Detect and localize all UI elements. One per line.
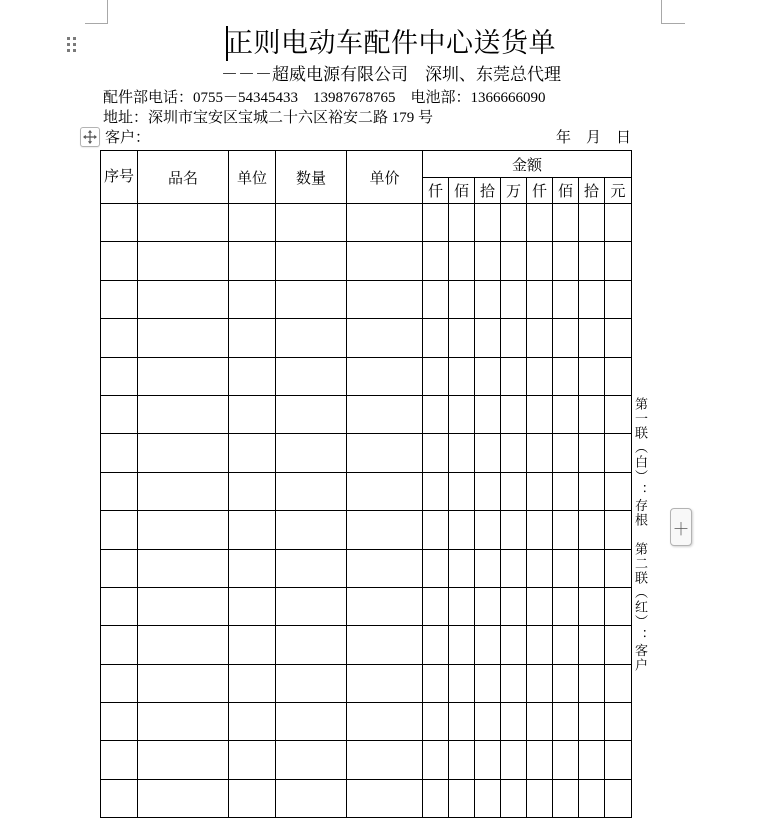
table-cell[interactable] (527, 395, 553, 433)
table-cell[interactable] (229, 587, 276, 625)
table-row (101, 626, 632, 664)
table-cell[interactable] (101, 741, 138, 779)
table-cell[interactable] (276, 779, 347, 817)
table-cell[interactable] (138, 395, 229, 433)
table-cell[interactable] (423, 395, 449, 433)
table-cell[interactable] (138, 204, 229, 242)
table-cell[interactable] (553, 511, 579, 549)
table-cell[interactable] (527, 357, 553, 395)
table-cell[interactable] (501, 664, 527, 702)
table-cell[interactable] (605, 242, 632, 280)
amount-digit-header[interactable]: 万 (501, 178, 527, 204)
table-cell[interactable] (101, 703, 138, 741)
table-cell[interactable] (229, 204, 276, 242)
page-title[interactable]: 正则电动车配件中心送货单 (226, 28, 556, 58)
table-cell[interactable] (276, 511, 347, 549)
table-cell[interactable] (579, 549, 605, 587)
amount-digit-header[interactable]: 仟 (527, 178, 553, 204)
table-cell[interactable] (605, 434, 632, 472)
table-cell[interactable] (276, 472, 347, 510)
table-cell[interactable] (475, 626, 501, 664)
table-cell[interactable] (101, 204, 138, 242)
table-cell[interactable] (423, 242, 449, 280)
table-cell[interactable] (475, 703, 501, 741)
table-cell[interactable] (501, 587, 527, 625)
column-header[interactable]: 单位 (229, 151, 276, 204)
column-header[interactable]: 数量 (276, 151, 347, 204)
address-line[interactable]: 地址：深圳市宝安区宝城二十六区裕安二路 179 号 (103, 110, 434, 126)
table-cell[interactable] (501, 549, 527, 587)
table-cell[interactable] (527, 472, 553, 510)
table-cell[interactable] (553, 319, 579, 357)
table-cell[interactable] (527, 587, 553, 625)
table-cell[interactable] (276, 434, 347, 472)
table-cell[interactable] (101, 549, 138, 587)
table-row (101, 664, 632, 702)
table-row (101, 280, 632, 318)
table-cell[interactable] (449, 587, 475, 625)
amount-group-header[interactable]: 金额 (423, 151, 632, 178)
delivery-table (100, 150, 632, 818)
table-cell[interactable] (423, 280, 449, 318)
table-cell[interactable] (423, 319, 449, 357)
table-cell[interactable] (553, 280, 579, 318)
table-cell[interactable] (579, 319, 605, 357)
table-cell[interactable] (553, 472, 579, 510)
table-cell[interactable] (423, 664, 449, 702)
table-cell[interactable] (527, 280, 553, 318)
table-cell[interactable] (527, 779, 553, 817)
table-cell[interactable] (579, 395, 605, 433)
table-cell[interactable] (605, 511, 632, 549)
table-cell[interactable] (579, 357, 605, 395)
customer-label[interactable]: 客户： (105, 130, 151, 146)
table-cell[interactable] (229, 779, 276, 817)
table-cell[interactable] (605, 779, 632, 817)
table-cell[interactable] (475, 204, 501, 242)
table-cell[interactable] (605, 280, 632, 318)
table-cell[interactable] (579, 242, 605, 280)
table-cell[interactable] (347, 472, 423, 510)
table-cell[interactable] (501, 511, 527, 549)
table-cell[interactable] (579, 626, 605, 664)
table-cell[interactable] (501, 472, 527, 510)
table-move-handle[interactable] (80, 127, 100, 147)
table-cell[interactable] (423, 511, 449, 549)
table-cell[interactable] (423, 204, 449, 242)
table-cell[interactable] (501, 703, 527, 741)
table-cell[interactable] (276, 626, 347, 664)
table-cell[interactable] (138, 242, 229, 280)
table-cell[interactable] (423, 434, 449, 472)
table-cell[interactable] (553, 779, 579, 817)
table-cell[interactable] (423, 587, 449, 625)
table-cell[interactable] (553, 549, 579, 587)
table-cell[interactable] (449, 204, 475, 242)
table-cell[interactable] (347, 741, 423, 779)
table-cell[interactable] (347, 395, 423, 433)
table-cell[interactable] (475, 280, 501, 318)
table-cell[interactable] (553, 626, 579, 664)
table-cell[interactable] (605, 204, 632, 242)
table-cell[interactable] (423, 472, 449, 510)
table-cell[interactable] (347, 204, 423, 242)
table-cell[interactable] (276, 319, 347, 357)
table-cell[interactable] (449, 472, 475, 510)
table-cell[interactable] (449, 779, 475, 817)
table-cell[interactable] (449, 511, 475, 549)
table-cell[interactable] (229, 280, 276, 318)
table-cell[interactable] (501, 242, 527, 280)
table-cell[interactable] (475, 741, 501, 779)
table-cell[interactable] (553, 703, 579, 741)
table-row (101, 434, 632, 472)
table-cell[interactable] (276, 357, 347, 395)
date-fields[interactable]: 年 月 日 (555, 130, 631, 146)
column-header[interactable]: 单价 (347, 151, 423, 204)
table-row (101, 779, 632, 817)
table-cell[interactable] (501, 395, 527, 433)
table-cell[interactable] (579, 511, 605, 549)
table-cell[interactable] (276, 549, 347, 587)
table-row (101, 741, 632, 779)
table-cell[interactable] (229, 549, 276, 587)
table-cell[interactable] (579, 664, 605, 702)
table-cell[interactable] (138, 703, 229, 741)
table-cell[interactable] (605, 549, 632, 587)
table-cell[interactable] (553, 395, 579, 433)
table-cell[interactable] (579, 779, 605, 817)
table-row (101, 587, 632, 625)
table-cell[interactable] (475, 395, 501, 433)
table-cell[interactable] (347, 549, 423, 587)
table-cell[interactable] (423, 357, 449, 395)
table-cell[interactable] (449, 549, 475, 587)
table-cell[interactable] (449, 703, 475, 741)
table-row (101, 549, 632, 587)
customer-date-row (105, 128, 631, 149)
table-cell[interactable] (605, 703, 632, 741)
table-cell[interactable] (605, 626, 632, 664)
table-cell[interactable] (579, 472, 605, 510)
table-cell[interactable] (449, 434, 475, 472)
table-cell[interactable] (501, 204, 527, 242)
table-cell[interactable] (579, 587, 605, 625)
table-cell[interactable] (101, 280, 138, 318)
table-cell[interactable] (449, 357, 475, 395)
table-cell[interactable] (553, 741, 579, 779)
table-cell[interactable] (423, 703, 449, 741)
table-cell[interactable] (138, 434, 229, 472)
table-cell[interactable] (138, 319, 229, 357)
table-cell[interactable] (276, 280, 347, 318)
table-cell[interactable] (553, 242, 579, 280)
table-row (101, 319, 632, 357)
table-cell[interactable] (276, 703, 347, 741)
table-cell[interactable] (276, 741, 347, 779)
table-cell[interactable] (527, 626, 553, 664)
table-cell[interactable] (475, 472, 501, 510)
table-cell[interactable] (501, 626, 527, 664)
table-cell[interactable] (579, 703, 605, 741)
table-cell[interactable] (138, 626, 229, 664)
table-cell[interactable] (138, 741, 229, 779)
table-row (101, 395, 632, 433)
table-cell[interactable] (475, 511, 501, 549)
table-cell[interactable] (101, 587, 138, 625)
table-cell[interactable] (138, 664, 229, 702)
amount-digit-header[interactable]: 拾 (475, 178, 501, 204)
table-cell[interactable] (605, 472, 632, 510)
table-cell[interactable] (347, 280, 423, 318)
table-cell[interactable] (501, 741, 527, 779)
table-cell[interactable] (527, 511, 553, 549)
text-boundary-mark-top-right (661, 0, 662, 23)
table-cell[interactable] (101, 472, 138, 510)
table-cell[interactable] (475, 587, 501, 625)
table-cell[interactable] (347, 434, 423, 472)
table-cell[interactable] (605, 587, 632, 625)
table-cell[interactable] (347, 779, 423, 817)
table-cell[interactable] (229, 511, 276, 549)
table-cell[interactable] (423, 741, 449, 779)
table-cell[interactable] (449, 242, 475, 280)
table-cell[interactable] (276, 242, 347, 280)
table-cell[interactable] (347, 357, 423, 395)
table-cell[interactable] (605, 357, 632, 395)
company-subtitle[interactable]: －－－超威电源有限公司 深圳、东莞总代理 (221, 65, 561, 84)
table-cell[interactable] (101, 395, 138, 433)
table-cell[interactable] (229, 434, 276, 472)
table-cell[interactable] (449, 664, 475, 702)
table-cell[interactable] (229, 703, 276, 741)
table-cell[interactable] (501, 280, 527, 318)
table-cell[interactable] (449, 626, 475, 664)
table-cell[interactable] (347, 703, 423, 741)
table-cell[interactable] (527, 434, 553, 472)
table-cell[interactable] (347, 664, 423, 702)
table-cell[interactable] (553, 587, 579, 625)
table-cell[interactable] (138, 280, 229, 318)
table-cell[interactable] (475, 434, 501, 472)
table-cell[interactable] (347, 319, 423, 357)
contact-line[interactable]: 配件部电话：0755－54345433 13987678765 电池部：1366666090 (103, 90, 546, 106)
amount-digit-header[interactable]: 佰 (553, 178, 579, 204)
table-cell[interactable] (229, 395, 276, 433)
plus-button[interactable] (670, 508, 692, 546)
table-cell[interactable] (229, 664, 276, 702)
table-cell[interactable] (475, 549, 501, 587)
table-cell[interactable] (138, 511, 229, 549)
table-cell[interactable] (101, 626, 138, 664)
table-cell[interactable] (527, 204, 553, 242)
table-cell[interactable] (347, 511, 423, 549)
table-cell[interactable] (605, 741, 632, 779)
amount-digit-header[interactable]: 仟 (423, 178, 449, 204)
table-cell[interactable] (138, 587, 229, 625)
table-cell[interactable] (138, 472, 229, 510)
table-cell[interactable] (276, 395, 347, 433)
table-cell[interactable] (527, 242, 553, 280)
table-cell[interactable] (101, 434, 138, 472)
table-cell[interactable] (553, 204, 579, 242)
table-cell[interactable] (101, 242, 138, 280)
table-cell[interactable] (605, 319, 632, 357)
table-cell[interactable] (423, 779, 449, 817)
table-cell[interactable] (449, 280, 475, 318)
table-cell[interactable] (605, 395, 632, 433)
table-row (101, 242, 632, 280)
table-row (101, 703, 632, 741)
table-row (101, 472, 632, 510)
text-boundary-mark-top-left (85, 23, 108, 24)
table-cell[interactable] (579, 741, 605, 779)
table-cell[interactable] (101, 779, 138, 817)
table-cell[interactable] (579, 204, 605, 242)
table-cell[interactable] (449, 319, 475, 357)
table-cell[interactable] (553, 664, 579, 702)
table-cell[interactable] (579, 280, 605, 318)
table-cell[interactable] (527, 703, 553, 741)
table-cell[interactable] (276, 204, 347, 242)
table-cell[interactable] (229, 242, 276, 280)
table-cell[interactable] (347, 242, 423, 280)
table-cell[interactable] (501, 779, 527, 817)
table-cell[interactable] (276, 587, 347, 625)
drag-handle-icon[interactable] (67, 37, 76, 52)
table-cell[interactable] (501, 357, 527, 395)
table-cell[interactable] (527, 549, 553, 587)
amount-digit-header[interactable]: 元 (605, 178, 632, 204)
table-cell[interactable] (229, 472, 276, 510)
table-cell[interactable] (101, 319, 138, 357)
table-cell[interactable] (449, 741, 475, 779)
table-cell[interactable] (475, 664, 501, 702)
table-cell[interactable] (527, 741, 553, 779)
table-cell[interactable] (501, 319, 527, 357)
table-cell[interactable] (138, 357, 229, 395)
table-cell[interactable] (138, 779, 229, 817)
table-cell[interactable] (501, 434, 527, 472)
table-cell[interactable] (553, 434, 579, 472)
copy-note-vertical[interactable]: 第一联（白）：存根 第二联（红）：客户 (633, 397, 648, 673)
table-cell[interactable] (475, 319, 501, 357)
table-cell[interactable] (229, 319, 276, 357)
table-cell[interactable] (101, 511, 138, 549)
column-header[interactable]: 序号 (101, 151, 138, 204)
table-cell[interactable] (101, 357, 138, 395)
table-cell[interactable] (229, 626, 276, 664)
table-row (101, 511, 632, 549)
move-arrows-icon (83, 130, 97, 144)
plus-icon: ＋ (672, 519, 690, 539)
table-row (101, 204, 632, 242)
table-cell[interactable] (138, 549, 229, 587)
table-cell[interactable] (579, 434, 605, 472)
column-header[interactable]: 品名 (138, 151, 229, 204)
table-cell[interactable] (553, 357, 579, 395)
table-cell[interactable] (229, 357, 276, 395)
table-cell[interactable] (423, 626, 449, 664)
table-cell[interactable] (449, 395, 475, 433)
amount-digit-header[interactable]: 佰 (449, 178, 475, 204)
table-cell[interactable] (276, 664, 347, 702)
table-cell[interactable] (347, 626, 423, 664)
table-cell[interactable] (527, 664, 553, 702)
table-cell[interactable] (475, 357, 501, 395)
table-cell[interactable] (527, 319, 553, 357)
table-cell[interactable] (347, 587, 423, 625)
table-cell[interactable] (229, 741, 276, 779)
table-cell[interactable] (423, 549, 449, 587)
table-cell[interactable] (101, 664, 138, 702)
text-boundary-mark-top-left (107, 0, 108, 23)
table-row (101, 357, 632, 395)
table-cell[interactable] (475, 779, 501, 817)
table-cell[interactable] (475, 242, 501, 280)
table-cell[interactable] (605, 664, 632, 702)
amount-digit-header[interactable]: 拾 (579, 178, 605, 204)
